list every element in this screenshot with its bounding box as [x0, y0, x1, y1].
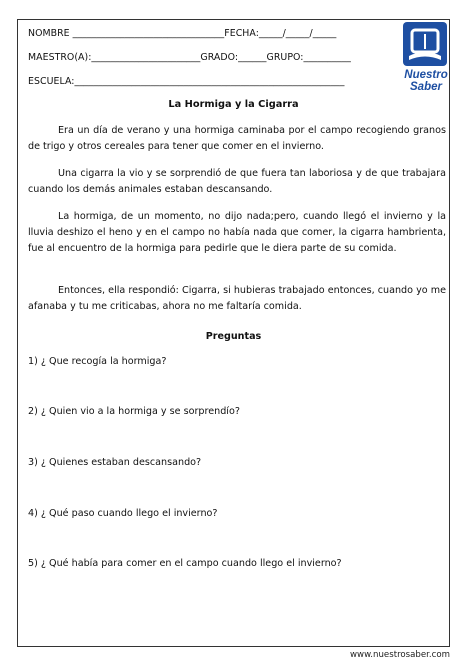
paragraph-2-text: Una cigarra la vio y se sorprendió de que fuera tan laboriosa y de que trabajara cuando los demás animales estaban descansando. — [28, 168, 446, 195]
story-paragraph-1 — [28, 123, 446, 155]
question-5: 5) ¿ Qué había para comer en el campo cuando llego el invierno? — [28, 558, 342, 569]
paragraph-3-text: La hormiga, de un momento, no dijo nada;pero, cuando llegó el invierno y la lluvia deshizo el heno y en el campo no había nada que comer, la cigarra hambrienta, fue al encuentro de la hormiga para pedirle que le diera parte de su comida. — [28, 211, 446, 254]
logo-word-2: Saber — [410, 81, 442, 93]
story-paragraph-4 — [28, 283, 446, 315]
question-3: 3) ¿ Quienes estaban descansando? — [28, 457, 202, 468]
paragraph-4-text: Entonces, ella respondió: Cigarra, si hubieras trabajado entonces, cuando yo me afanaba y tu me criticabas, ahora no me faltaría comida. — [28, 285, 446, 312]
nuestro-saber-logo — [398, 18, 454, 110]
question-1: 1) ¿ Que recogía la hormiga? — [28, 356, 167, 367]
name-date-line: NOMBRE ________________________________FECHA:_____/_____/_____ — [28, 28, 337, 39]
teacher-grade-group-line: MAESTRO(A):_______________________GRADO:______GRUPO:__________ — [28, 52, 351, 63]
story-paragraph-3 — [28, 209, 446, 257]
question-2: 2) ¿ Quien vio a la hormiga y se sorprendío? — [28, 406, 240, 417]
questions-title: Preguntas — [205, 331, 262, 342]
footer-url: www.nuestrosaber.com — [350, 650, 450, 660]
logo-emblem-icon — [403, 22, 447, 66]
story-title: La Hormiga y la Cigarra — [168, 99, 299, 110]
story-paragraph-2 — [28, 166, 446, 198]
school-line: ESCUELA:_________________________________________________________ — [28, 76, 345, 87]
question-4: 4) ¿ Qué paso cuando llego el invierno? — [28, 508, 218, 519]
logo-word-1: Nuestro — [404, 69, 448, 81]
paragraph-1-text: Era un día de verano y una hormiga caminaba por el campo recogiendo granos de trigo y otros cereales para tener que comer en el invierno. — [28, 125, 446, 152]
